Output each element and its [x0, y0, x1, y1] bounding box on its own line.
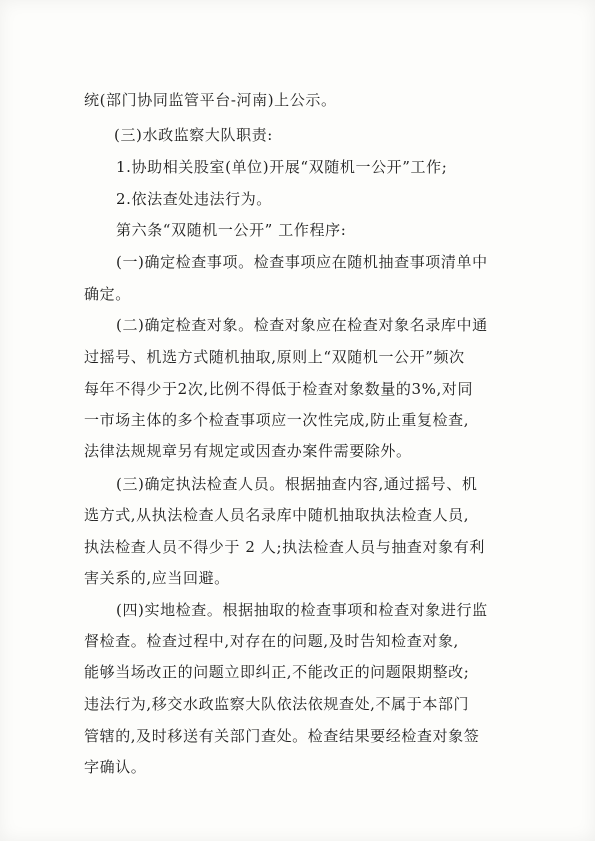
text-line-16: 害关系的,应当回避。 — [84, 569, 230, 587]
text-line-3: 1.协助相关股室(单位)开展“双随机一公开”工作; — [116, 158, 448, 176]
text-line-8: (二)确定检查对象。检查对象应在检查对象名录库中通 — [116, 316, 488, 334]
text-line-1: 统(部门协同监管平台-河南)上公示。 — [84, 91, 337, 109]
text-line-17: (四)实地检查。根据抽取的检查事项和检查对象进行监 — [116, 601, 488, 619]
text-line-2: (三)水政监察大队职责: — [114, 126, 273, 144]
text-line-6: (一)确定检查事项。检查事项应在随机抽查事项清单中 — [116, 253, 488, 271]
text-line-10: 每年不得少于2次,比例不得低于检查对象数量的3%,对同 — [84, 380, 474, 398]
text-line-18: 督检查。检查过程中,对存在的问题,及时告知检查对象, — [84, 632, 459, 650]
text-line-15: 执法检查人员不得少于 2 人;执法检查人员与抽查对象有利 — [84, 538, 485, 556]
text-line-22: 字确认。 — [84, 758, 147, 776]
text-line-20: 违法行为,移交水政监察大队依法依规查处,不属于本部门 — [84, 695, 470, 713]
text-line-11: 一市场主体的多个检查事项应一次性完成,防止重复检查, — [84, 411, 470, 429]
text-line-7: 确定。 — [84, 285, 131, 303]
text-line-14: 选方式,从执法检查人员名录库中随机抽取执法检查人员, — [84, 506, 470, 524]
text-line-13: (三)确定执法检查人员。根据抽查内容,通过摇号、机 — [116, 475, 478, 493]
text-line-12: 法律法规规章另有规定或因查办案件需要除外。 — [84, 442, 412, 460]
text-line-9: 过摇号、机选方式随机抽取,原则上“双随机一公开”频次 — [84, 348, 465, 366]
text-line-21: 管辖的,及时移送有关部门查处。检查结果要经检查对象签 — [84, 727, 480, 745]
text-line-19: 能够当场改正的问题立即纠正,不能改正的问题限期整改; — [84, 663, 470, 681]
text-line-4: 2.依法查处违法行为。 — [116, 190, 272, 208]
text-line-5: 第六条“双随机一公开” 工作程序: — [116, 221, 347, 239]
